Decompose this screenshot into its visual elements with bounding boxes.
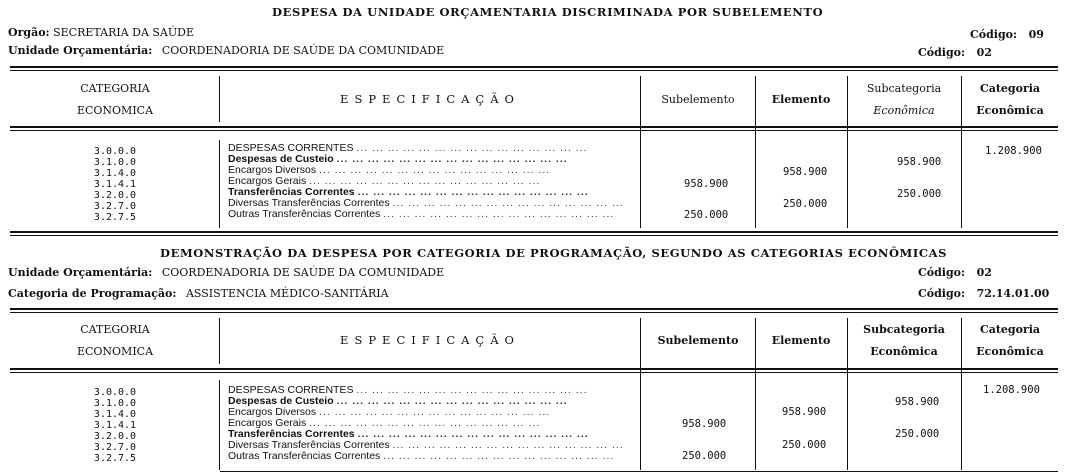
codigo-unidade xyxy=(918,46,992,59)
orgao-value: SECRETARIA DA SAÚDE xyxy=(53,26,194,39)
t2-header-especificacao: ESPECIFICAÇÃO xyxy=(340,333,520,347)
spec-row xyxy=(228,187,636,198)
code: 3.1.4.1 xyxy=(93,420,137,431)
t2-divider xyxy=(640,318,641,470)
spec-row xyxy=(228,143,636,154)
header-text: Subcategoria xyxy=(866,82,942,95)
spec-text: Transferências Correntes xyxy=(228,429,355,440)
t1-header-categoria xyxy=(962,78,1058,122)
spec-text: Despesas de Custeio xyxy=(228,396,334,407)
t1-subcategoria-value: 250.000 xyxy=(897,188,942,200)
table2-header-rule xyxy=(10,368,1058,373)
unidade-line xyxy=(8,266,444,279)
codigo-value: 09 xyxy=(1028,28,1044,41)
orgao-label: Orgão: xyxy=(8,26,50,39)
t1-divider xyxy=(219,76,220,122)
t1-elemento-value: 958.900 xyxy=(783,166,828,178)
spec-text: Transferências Correntes xyxy=(228,187,355,198)
t1-divider xyxy=(640,76,641,228)
code: 3.1.4.0 xyxy=(93,168,137,179)
dot-leader: ... ... ... ... ... ... ... ... ... ... ... ... ... ... ... xyxy=(392,440,624,451)
t1-divider xyxy=(755,76,756,228)
spec-row xyxy=(228,451,636,462)
t2-subcategoria-value: 958.900 xyxy=(895,396,940,408)
spec-row xyxy=(228,209,636,220)
t1-categoria-value: 1.208.900 xyxy=(985,145,1042,157)
section1-title: DESPESA DA UNIDADE ORÇAMENTARIA DISCRIMINADA POR SUBELEMENTO xyxy=(272,5,824,19)
t2-codes xyxy=(60,387,170,464)
header-text: Subcategoria xyxy=(863,323,945,336)
t1-header-subelemento: Subelemento xyxy=(661,93,735,106)
table1-header-rule xyxy=(10,126,1058,131)
spec-row xyxy=(228,429,636,440)
code: 3.1.4.0 xyxy=(93,409,137,420)
codigo-label: Código: xyxy=(918,46,966,59)
t2-subelemento-value: 958.900 xyxy=(682,418,727,430)
header-text: Categoria xyxy=(979,323,1041,336)
spec-row xyxy=(228,198,636,209)
categoria-programacao-label: Categoria de Programação: xyxy=(8,287,177,300)
t2-elemento-value: 958.900 xyxy=(782,406,827,418)
t1-subelemento-value: 958.900 xyxy=(684,178,729,190)
code: 3.2.0.0 xyxy=(93,190,137,201)
spec-row xyxy=(228,440,636,451)
unidade-line xyxy=(8,44,444,57)
table1-bottom-rule xyxy=(10,231,1058,236)
spec-text: Encargos Diversos xyxy=(228,407,317,418)
t1-divider xyxy=(961,76,962,228)
t1-divider xyxy=(847,76,848,228)
dot-leader: ... ... ... ... ... ... ... ... ... ... ... ... ... ... ... xyxy=(309,176,541,187)
code: 3.1.4.1 xyxy=(93,179,137,190)
header-text: Econômica xyxy=(976,345,1044,358)
code: 3.0.0.0 xyxy=(93,387,137,398)
header-text: ECONOMICA xyxy=(76,104,154,117)
spec-text: Encargos Gerais xyxy=(228,176,307,187)
dot-leader: ... ... ... ... ... ... ... ... ... ... ... ... ... ... ... xyxy=(319,407,551,418)
header-text: CATEGORIA xyxy=(80,82,150,95)
codigo-categoria xyxy=(918,287,1049,300)
header-text: Categoria xyxy=(979,82,1041,95)
header-text: ECONOMICA xyxy=(76,345,154,358)
t2-divider xyxy=(219,318,220,364)
unidade-value: COORDENADORIA DE SAÚDE DA COMUNIDADE xyxy=(161,44,445,57)
codigo-label: Código: xyxy=(918,266,966,279)
t2-divider xyxy=(961,318,962,470)
spec-text: DESPESAS CORRENTES xyxy=(228,385,354,396)
t2-header-elemento: Elemento xyxy=(771,334,831,347)
code: 3.1.0.0 xyxy=(93,398,137,409)
spec-row xyxy=(228,385,636,396)
spec-row xyxy=(228,176,636,187)
spec-text: Diversas Transferências Correntes xyxy=(228,440,390,451)
spec-row xyxy=(228,154,636,165)
spec-row xyxy=(228,418,636,429)
code: 3.2.0.0 xyxy=(93,431,137,442)
t1-specs xyxy=(228,143,636,220)
table2-top-rule xyxy=(10,308,1058,313)
spec-text: Encargos Diversos xyxy=(228,165,317,176)
t2-header-categoria-economica xyxy=(10,319,220,363)
unidade-label: Unidade Orçamentária: xyxy=(8,44,153,57)
t2-divider xyxy=(755,318,756,470)
spec-row xyxy=(228,165,636,176)
dot-leader: ... ... ... ... ... ... ... ... ... ... ... ... ... ... ... xyxy=(357,429,589,440)
dot-leader: ... ... ... ... ... ... ... ... ... ... ... ... ... ... ... xyxy=(392,198,624,209)
code: 3.2.7.0 xyxy=(93,201,137,212)
t2-subelemento-value: 250.000 xyxy=(682,450,727,462)
spec-row xyxy=(228,396,636,407)
t2-specs xyxy=(228,385,636,462)
spec-text: DESPESAS CORRENTES xyxy=(228,143,354,154)
code: 3.0.0.0 xyxy=(93,146,137,157)
t2-elemento-value: 250.000 xyxy=(782,439,827,451)
t1-subelemento-value: 250.000 xyxy=(684,209,729,221)
t2-header-subelemento: Subelemento xyxy=(657,334,739,347)
dot-leader: ... ... ... ... ... ... ... ... ... ... ... ... ... ... ... xyxy=(357,187,589,198)
spec-text: Outras Transferências Correntes xyxy=(228,209,381,220)
codigo-orgao xyxy=(970,28,1044,41)
t1-subcategoria-value: 958.900 xyxy=(897,156,942,168)
t2-divider xyxy=(219,380,220,470)
spec-text: Encargos Gerais xyxy=(228,418,307,429)
dot-leader: ... ... ... ... ... ... ... ... ... ... ... ... ... ... ... xyxy=(383,209,615,220)
table2-bottom-rule xyxy=(220,471,1058,472)
header-text: CATEGORIA xyxy=(80,323,150,336)
codigo-value: 02 xyxy=(976,266,992,279)
unidade-label: Unidade Orçamentária: xyxy=(8,266,153,279)
dot-leader: ... ... ... ... ... ... ... ... ... ... ... ... ... ... ... xyxy=(319,165,551,176)
t1-divider xyxy=(219,140,220,228)
t2-divider xyxy=(847,318,848,470)
t1-header-elemento: Elemento xyxy=(771,93,831,106)
t1-header-especificacao: ESPECIFICAÇÃO xyxy=(340,92,520,106)
unidade-value: COORDENADORIA DE SAÚDE DA COMUNIDADE xyxy=(161,266,445,279)
codigo-value: 02 xyxy=(976,46,992,59)
table1-top-rule xyxy=(10,66,1058,71)
spec-text: Outras Transferências Correntes xyxy=(228,451,381,462)
header-text: Econômica xyxy=(870,345,938,358)
codigo-unidade xyxy=(918,266,992,279)
categoria-programacao-line xyxy=(8,287,389,300)
code: 3.1.0.0 xyxy=(93,157,137,168)
spec-row xyxy=(228,407,636,418)
dot-leader: ... ... ... ... ... ... ... ... ... ... ... ... ... ... ... xyxy=(356,143,588,154)
t1-elemento-value: 250.000 xyxy=(783,198,828,210)
header-text: Econômica xyxy=(873,104,935,117)
t2-subcategoria-value: 250.000 xyxy=(895,428,940,440)
section2-title: DEMONSTRAÇÃO DA DESPESA POR CATEGORIA DE PROGRAMAÇÃO, SEGUNDO AS CATEGORIAS ECONÔMICAS xyxy=(160,246,948,260)
codigo-value: 72.14.01.00 xyxy=(976,287,1050,300)
codigo-label: Código: xyxy=(918,287,966,300)
categoria-programacao-value: ASSISTENCIA MÉDICO-SANITÁRIA xyxy=(185,287,389,300)
orgao-line xyxy=(8,26,194,39)
code: 3.2.7.5 xyxy=(93,212,137,223)
spec-text: Diversas Transferências Correntes xyxy=(228,198,390,209)
code: 3.2.7.5 xyxy=(93,453,137,464)
t2-header-categoria xyxy=(962,319,1058,363)
t2-categoria-value: 1.208.900 xyxy=(983,384,1040,396)
dot-leader: ... ... ... ... ... ... ... ... ... ... ... ... ... ... ... xyxy=(383,451,615,462)
t2-header-subcategoria xyxy=(847,319,961,363)
t1-header-categoria-economica xyxy=(10,78,220,122)
spec-text: Despesas de Custeio xyxy=(228,154,334,165)
t1-header-subcategoria xyxy=(847,78,961,122)
codigo-label: Código: xyxy=(970,28,1018,41)
t1-codes xyxy=(60,146,170,223)
dot-leader: ... ... ... ... ... ... ... ... ... ... ... ... ... ... ... xyxy=(356,385,588,396)
header-text: Econômica xyxy=(976,104,1044,117)
code: 3.2.7.0 xyxy=(93,442,137,453)
dot-leader: ... ... ... ... ... ... ... ... ... ... ... ... ... ... ... xyxy=(336,396,568,407)
dot-leader: ... ... ... ... ... ... ... ... ... ... ... ... ... ... ... xyxy=(309,418,541,429)
dot-leader: ... ... ... ... ... ... ... ... ... ... ... ... ... ... ... xyxy=(336,154,568,165)
